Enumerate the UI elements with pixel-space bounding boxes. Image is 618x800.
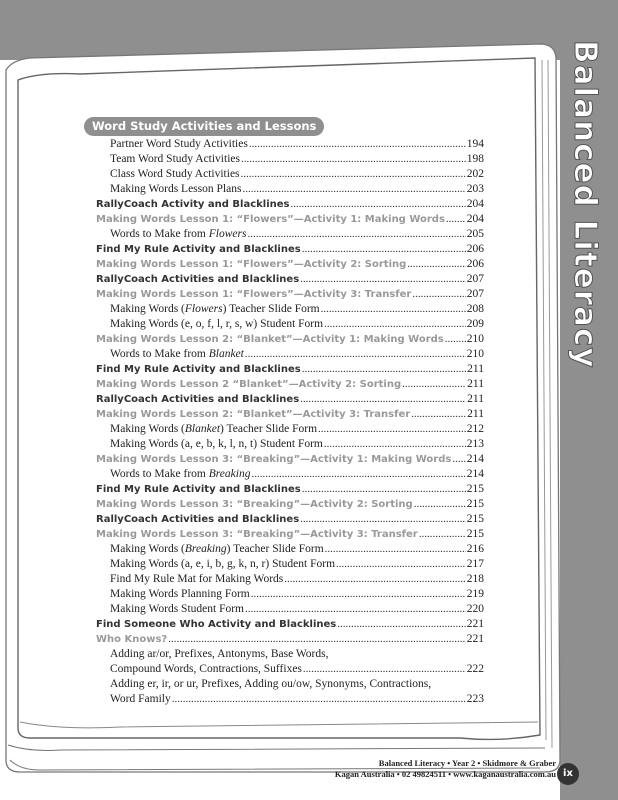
dot-leader xyxy=(321,302,466,317)
toc-entry-label xyxy=(96,632,167,647)
dot-leader xyxy=(325,542,466,557)
side-title-text: Balanced Literacy xyxy=(567,40,603,369)
toc-entry[interactable] xyxy=(96,152,484,167)
toc-entry-text: Find My Rule Activity and Blacklines xyxy=(96,244,301,255)
toc-entry-page: 212 xyxy=(466,423,484,435)
dot-leader xyxy=(300,512,466,527)
toc-entry-text: Making Words Student Form xyxy=(110,603,244,615)
dot-leader xyxy=(336,557,466,572)
toc-entry[interactable] xyxy=(96,362,484,377)
toc-entry-text: RallyCoach Activities and Blacklines xyxy=(96,274,300,285)
toc-entry-label xyxy=(110,467,250,482)
toc-entry-label xyxy=(110,647,328,662)
toc-entry[interactable] xyxy=(96,617,484,632)
dot-leader xyxy=(300,272,466,287)
dot-leader xyxy=(284,572,465,587)
toc-entry-label xyxy=(110,692,171,707)
toc-entry-label xyxy=(96,407,410,422)
toc-entry[interactable] xyxy=(96,422,484,437)
toc-entry-page: 198 xyxy=(466,153,484,165)
toc-entry-page: 205 xyxy=(466,228,484,240)
dot-leader xyxy=(411,407,466,422)
toc-entry-page: 209 xyxy=(466,318,484,330)
toc-entry-text: Making Words Lesson 3: “Breaking”—Activity 3: Transfer xyxy=(96,529,418,540)
toc-entry-text: Who Knows? xyxy=(96,634,168,645)
toc-entry-label xyxy=(110,347,244,362)
toc-entry-label xyxy=(110,602,244,617)
toc-entry-text: Making Words ( xyxy=(110,543,185,555)
dot-leader xyxy=(245,602,466,617)
toc-entry-page: 204 xyxy=(466,213,484,225)
toc-entry-label xyxy=(96,257,406,272)
dot-leader xyxy=(414,497,466,512)
toc-entry-page: 215 xyxy=(466,483,484,495)
toc-entry-label xyxy=(110,557,335,572)
dot-leader xyxy=(318,422,466,437)
toc-entry-page: 211 xyxy=(467,393,484,405)
toc-entry-italic: Flowers xyxy=(208,228,247,240)
toc-entry-page: 215 xyxy=(466,498,484,510)
toc-entry[interactable] xyxy=(96,572,484,587)
toc-entry-text: Making Words Lesson 1: “Flowers”—Activity 1: Making Words xyxy=(96,214,445,225)
toc-entry[interactable] xyxy=(96,287,484,302)
dot-leader xyxy=(337,617,466,632)
toc-entry-text: Find Someone Who Activity and Blacklines xyxy=(96,619,337,630)
toc-entry-page: 214 xyxy=(466,468,484,480)
page-number-badge: ix xyxy=(557,763,579,785)
toc-entry[interactable] xyxy=(96,167,484,182)
toc-entry-text: Making Words (a, e, i, b, g, k, n, r) Student Form xyxy=(110,558,336,570)
toc-entry-label xyxy=(110,572,283,587)
toc-entry[interactable] xyxy=(96,692,484,707)
section-heading: Word Study Activities and Lessons xyxy=(84,117,324,136)
toc-entry[interactable] xyxy=(96,437,484,452)
dot-leader xyxy=(168,632,466,647)
toc-entry-page: 216 xyxy=(466,543,484,555)
footer-line-1: Balanced Literacy • Year 2 • Skidmore & Graber xyxy=(378,758,556,768)
toc-entry[interactable] xyxy=(96,377,484,392)
toc-entry-text: Making Words Lesson 2 “Blanket”—Activity 2: Sorting xyxy=(96,379,402,390)
toc-entry-page: 210 xyxy=(466,348,484,360)
toc-entry[interactable] xyxy=(96,647,484,662)
toc-entry-text: Making Words Planning Form xyxy=(110,588,250,600)
toc-entry-text: Making Words (e, o, f, l, r, s, w) Student Form xyxy=(110,318,324,330)
toc-entry-page: 217 xyxy=(466,558,484,570)
toc-entry-page: 222 xyxy=(466,663,484,675)
toc-entry[interactable] xyxy=(96,212,484,227)
toc-entry-label xyxy=(110,437,323,452)
toc-entry-text: Making Words Lesson 2: “Blanket”—Activity 1: Making Words xyxy=(96,334,444,345)
toc-entry[interactable] xyxy=(96,182,484,197)
dot-leader xyxy=(452,452,465,467)
toc-entry-label xyxy=(110,422,317,437)
toc-entry-text: Find My Rule Mat for Making Words xyxy=(110,573,284,585)
toc-entry-text: Making Words Lesson 3: “Breaking”—Activity 2: Sorting xyxy=(96,499,413,510)
toc-entry-label xyxy=(96,452,451,467)
toc-entry[interactable] xyxy=(96,587,484,602)
footer xyxy=(335,758,556,780)
toc-entry-page: 211 xyxy=(467,408,484,420)
toc-entry[interactable] xyxy=(96,302,484,317)
toc-entry-text: Adding er, ir, or ur, Prefixes, Adding ou/ow, Synonyms, Contractions, xyxy=(110,678,432,690)
toc-entry[interactable] xyxy=(96,482,484,497)
dot-leader xyxy=(291,197,466,212)
toc-entry-label xyxy=(96,392,299,407)
toc-entry[interactable] xyxy=(96,527,484,542)
dot-leader xyxy=(419,527,466,542)
toc-entry-page: 206 xyxy=(466,258,484,270)
dot-leader xyxy=(324,437,466,452)
dot-leader xyxy=(251,467,465,482)
toc-entry-label xyxy=(110,542,324,557)
toc-entry-text: RallyCoach Activity and Blacklines xyxy=(96,199,290,210)
toc-entry-text: Making Words Lesson 2: “Blanket”—Activity 3: Transfer xyxy=(96,409,411,420)
footer-line-2: Kagan Australia • 02 49824511 • www.kaganaustralia.com.au xyxy=(334,769,556,779)
toc-entry[interactable] xyxy=(96,557,484,572)
toc-entry-text: Words to Make from xyxy=(110,348,209,360)
toc-entry[interactable] xyxy=(96,407,484,422)
toc-entry[interactable] xyxy=(96,542,484,557)
toc-entry-page: 221 xyxy=(466,618,484,630)
toc-entry-label xyxy=(96,482,301,497)
toc-entry-label xyxy=(96,287,411,302)
toc-entry-label xyxy=(96,197,290,212)
dot-leader xyxy=(245,347,466,362)
toc-entry-text: Find My Rule Activity and Blacklines xyxy=(96,364,301,375)
toc-entry-page: 211 xyxy=(467,363,484,375)
side-title xyxy=(560,40,610,369)
toc-entry-label xyxy=(96,272,299,287)
toc-entry-text: Making Words (a, e, b, k, l, n, t) Student Form xyxy=(110,438,323,450)
toc-entry-text-after: ) Teacher Slide Form xyxy=(222,303,320,315)
toc-entry-label xyxy=(110,137,248,152)
toc-entry[interactable] xyxy=(96,632,484,647)
toc-entry-page: 206 xyxy=(466,243,484,255)
toc-entry-page: 210 xyxy=(466,333,484,345)
dot-leader xyxy=(302,482,466,497)
table-of-contents xyxy=(96,137,484,707)
toc-entry-label xyxy=(96,332,444,347)
toc-entry-italic: Blanket xyxy=(184,423,221,435)
dot-leader xyxy=(300,392,466,407)
toc-entry-label xyxy=(96,377,401,392)
toc-entry-label xyxy=(96,527,418,542)
toc-entry[interactable] xyxy=(96,512,484,527)
toc-entry-page: 221 xyxy=(466,633,484,645)
toc-entry[interactable] xyxy=(96,662,484,677)
toc-entry-text: Words to Make from xyxy=(110,228,209,240)
toc-entry-text-after: ) Teacher Slide Form xyxy=(220,423,318,435)
toc-entry[interactable] xyxy=(96,392,484,407)
toc-entry-label xyxy=(110,677,431,692)
toc-entry-text: Making Words ( xyxy=(110,303,185,315)
dot-leader xyxy=(249,137,466,152)
dot-leader xyxy=(172,692,466,707)
dot-leader xyxy=(251,587,466,602)
toc-entry[interactable] xyxy=(96,452,484,467)
toc-entry-page: 220 xyxy=(466,603,484,615)
toc-entry-text: Compound Words, Contractions, Suffixes xyxy=(110,663,302,675)
toc-entry[interactable] xyxy=(96,272,484,287)
toc-entry[interactable] xyxy=(96,137,484,152)
toc-entry[interactable] xyxy=(96,497,484,512)
toc-entry-label xyxy=(110,662,302,677)
dot-leader xyxy=(407,257,465,272)
toc-entry-italic: Breaking xyxy=(208,468,251,480)
toc-entry-text: RallyCoach Activities and Blacklines xyxy=(96,394,300,405)
dot-leader xyxy=(241,152,466,167)
toc-entry-text: Making Words Lesson Plans xyxy=(110,183,242,195)
toc-entry-page: 218 xyxy=(466,573,484,585)
toc-entry-text-after: ) Teacher Slide Form xyxy=(226,543,324,555)
toc-entry-text: Making Words Lesson 1: “Flowers”—Activity 3: Transfer xyxy=(96,289,412,300)
toc-entry[interactable] xyxy=(96,332,484,347)
toc-entry-text: Adding ar/or, Prefixes, Antonyms, Base Words, xyxy=(110,648,329,660)
dot-leader xyxy=(402,377,466,392)
toc-entry[interactable] xyxy=(96,467,484,482)
dot-leader xyxy=(302,242,466,257)
toc-entry[interactable] xyxy=(96,677,484,692)
toc-entry-page: 194 xyxy=(466,138,484,150)
toc-entry-text: Making Words Lesson 3: “Breaking”—Activity 1: Making Words xyxy=(96,454,452,465)
dot-leader xyxy=(247,227,465,242)
dot-leader xyxy=(445,332,466,347)
toc-entry-text: Making Words ( xyxy=(110,423,185,435)
toc-entry-page: 207 xyxy=(466,288,484,300)
toc-entry-page: 211 xyxy=(467,378,484,390)
toc-entry-text: Words to Make from xyxy=(110,468,209,480)
dot-leader xyxy=(303,662,466,677)
dot-leader xyxy=(242,182,465,197)
toc-entry-text: Making Words Lesson 1: “Flowers”—Activity 2: Sorting xyxy=(96,259,407,270)
toc-entry-label xyxy=(96,512,299,527)
toc-entry[interactable] xyxy=(96,242,484,257)
toc-entry[interactable] xyxy=(96,197,484,212)
dot-leader xyxy=(324,317,466,332)
dot-leader xyxy=(412,287,465,302)
toc-entry-page: 215 xyxy=(466,528,484,540)
toc-entry-text: Find My Rule Activity and Blacklines xyxy=(96,484,301,495)
toc-entry[interactable] xyxy=(96,347,484,362)
toc-entry-page: 219 xyxy=(466,588,484,600)
toc-entry[interactable] xyxy=(96,602,484,617)
toc-entry-text: Team Word Study Activities xyxy=(110,153,240,165)
dot-leader xyxy=(446,212,466,227)
toc-entry-label xyxy=(110,317,323,332)
toc-entry-italic: Flowers xyxy=(184,303,223,315)
toc-entry-page: 203 xyxy=(466,183,484,195)
toc-entry[interactable] xyxy=(96,227,484,242)
toc-entry-label xyxy=(110,167,240,182)
toc-entry[interactable] xyxy=(96,257,484,272)
toc-entry[interactable] xyxy=(96,317,484,332)
toc-entry-text: Partner Word Study Activities xyxy=(110,138,248,150)
toc-entry-label xyxy=(110,227,246,242)
toc-entry-label xyxy=(110,152,240,167)
toc-entry-text: Class Word Study Activities xyxy=(110,168,240,180)
toc-entry-text: RallyCoach Activities and Blacklines xyxy=(96,514,300,525)
toc-entry-label xyxy=(110,302,320,317)
dot-leader xyxy=(241,167,466,182)
dot-leader xyxy=(302,362,466,377)
toc-entry-text: Word Family xyxy=(110,693,171,705)
toc-entry-page: 208 xyxy=(466,303,484,315)
toc-entry-label xyxy=(110,182,241,197)
toc-entry-label xyxy=(110,587,250,602)
toc-entry-italic: Breaking xyxy=(184,543,227,555)
toc-entry-label xyxy=(96,362,301,377)
toc-entry-page: 223 xyxy=(466,693,484,705)
toc-entry-page: 213 xyxy=(466,438,484,450)
toc-entry-label xyxy=(96,617,336,632)
toc-entry-page: 214 xyxy=(466,453,484,465)
toc-entry-page: 215 xyxy=(466,513,484,525)
toc-entry-italic: Blanket xyxy=(208,348,244,360)
toc-entry-page: 204 xyxy=(466,198,484,210)
toc-entry-label xyxy=(96,212,445,227)
toc-entry-label xyxy=(96,497,413,512)
toc-entry-page: 202 xyxy=(466,168,484,180)
toc-entry-label xyxy=(96,242,301,257)
toc-entry-page: 207 xyxy=(466,273,484,285)
